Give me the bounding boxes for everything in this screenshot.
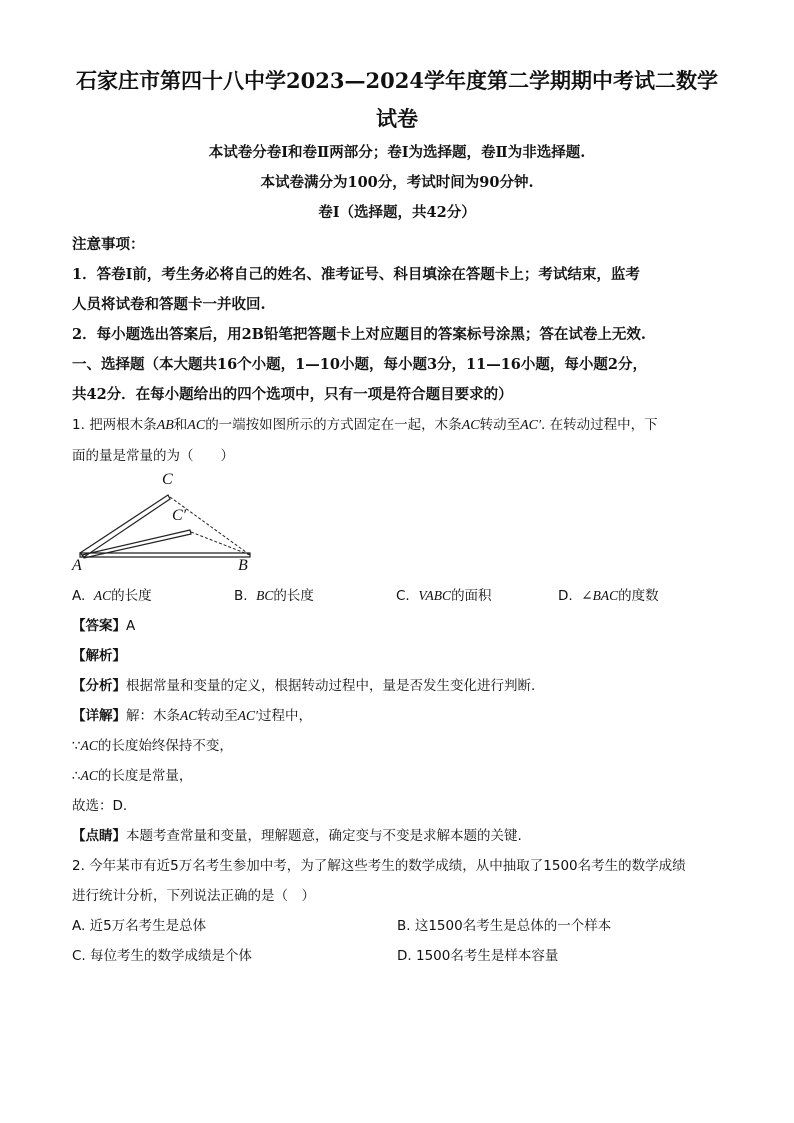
q1-therefore (72, 761, 722, 791)
xiangjie-text-a: 解：木条 (126, 708, 180, 724)
fig-label-c: C (162, 471, 173, 488)
q1-option-c-key: C. (396, 588, 410, 604)
q1-option-b (234, 581, 396, 611)
q1-option-d-var: ∠BAC (581, 588, 619, 603)
therefore-symbol: ∴ (72, 768, 81, 784)
xiangjie-var-2: AC′ (237, 708, 258, 723)
notes-heading: 注意事项： (72, 236, 145, 253)
dianjing-text: 本题考查常量和变量，理解题意，确定变与不变是求解本题的关键. (126, 828, 522, 844)
q1-option-d (558, 581, 720, 611)
q1-option-c (396, 581, 558, 611)
section-1-line-1: 一、选择题（本大题共16个小题，1—10小题，每小题3分，11—16小题，每小题2分， (72, 356, 647, 373)
because-text: 的长度始终保持不变， (97, 738, 233, 754)
q2-stem-line-1: 2. 今年某市有近5万名考生参加中考，为了解这些考生的数学成绩，从中抽取了1500名考生的数学成绩 (72, 858, 686, 874)
dashed-cb (170, 497, 250, 555)
q1-text-2: 和 (173, 417, 188, 433)
answer-tag: 【答案】 (72, 618, 126, 634)
fig-label-a: A (72, 557, 82, 574)
fig-label-b: B (238, 557, 248, 574)
q1-dianjing (72, 821, 722, 851)
q1-text-3: 的一端按如图所示的方式固定在一起，木条 (205, 417, 462, 433)
q1-text-4: 转动至 (479, 417, 521, 433)
q1-fenxi (72, 671, 722, 701)
q1-var-ac: AC (187, 418, 206, 433)
q1-number: 1. (72, 417, 85, 433)
intro-line-2: 本试卷满分为100分，考试时间为90分钟. (260, 174, 534, 191)
exam-page (72, 62, 722, 971)
q1-text-1: 把两根木条 (89, 417, 157, 433)
q2-option-c: C. 每位考生的数学成绩是个体 (72, 948, 253, 964)
q1-figure (72, 471, 272, 575)
therefore-var: AC (80, 768, 98, 783)
q1-option-c-var: VABC (418, 588, 452, 603)
analysis-tag: 【解析】 (72, 648, 126, 664)
q2-option-a: A. 近5万名考生是总体 (72, 918, 207, 934)
q1-stem-line-2: 面的量是常量的为（ ） (72, 448, 234, 464)
q2-stem-line-2: 进行统计分析，下列说法正确的是（ ） (72, 888, 315, 904)
q1-option-d-key: D. (558, 588, 573, 604)
q1-because (72, 731, 722, 761)
q1-options (72, 581, 722, 611)
q1-option-b-var: BC (256, 588, 274, 603)
q1-option-a-key: A. (72, 588, 86, 604)
q1-xiangjie (72, 701, 722, 731)
xiangjie-var-1: AC (180, 708, 198, 723)
q1-option-a-text: 的长度 (111, 588, 152, 604)
q1-var-ac-2: AC (461, 418, 480, 433)
q1-option-b-key: B. (234, 588, 248, 604)
q1-option-d-text: 的度数 (618, 588, 659, 604)
dashed-c-prime-b (191, 532, 250, 555)
note-1-b: 人员将试卷和答题卡一并收回. (72, 296, 266, 313)
intro-line-3: 卷Ⅰ（选择题，共42分） (318, 204, 476, 221)
q1-text-5: . 在转动过程中，下 (541, 417, 658, 433)
because-symbol: ∵ (72, 738, 81, 754)
q1-analysis (72, 641, 722, 671)
xiangjie-text-c: 过程中， (257, 708, 312, 724)
q1-option-b-text: 的长度 (273, 588, 314, 604)
stick-ac (80, 495, 170, 557)
q1-option-a-var: AC (93, 588, 112, 603)
exam-title (72, 62, 722, 138)
intro-line-1: 本试卷分卷Ⅰ和卷Ⅱ两部分；卷Ⅰ为选择题，卷Ⅱ为非选择题. (208, 144, 586, 161)
fenxi-text: 根据常量和变量的定义，根据转动过程中，量是否发生变化进行判断. (126, 678, 536, 694)
note-1-a: 1．答卷Ⅰ前，考生务必将自己的姓名、准考证号、科目填涂在答题卡上；考试结束，监考 (72, 266, 640, 283)
title-line-2: 试卷 (376, 106, 418, 131)
fenxi-tag: 【分析】 (72, 678, 126, 694)
q1-choose: 故选：D. (72, 798, 128, 814)
therefore-text: 的长度是常量， (97, 768, 193, 784)
q1-option-a (72, 581, 234, 611)
q1-answer (72, 611, 722, 641)
q2-option-d: D. 1500名考生是样本容量 (397, 948, 559, 964)
q1-stem-line-1 (72, 410, 722, 441)
q2-option-b: B. 这1500名考生是总体的一个样本 (397, 918, 612, 934)
answer-value: A (126, 618, 136, 634)
because-var: AC (80, 738, 98, 753)
q1-option-c-text: 的面积 (451, 588, 492, 604)
section-1-line-2: 共42分．在每小题给出的四个选项中，只有一项是符合题目要求的） (72, 386, 513, 403)
title-line-1: 石家庄市第四十八中学2023—2024学年度第二学期期中考试二数学 (76, 68, 718, 93)
stick-ac-prime (82, 530, 191, 558)
xiangjie-text-b: 转动至 (197, 708, 238, 724)
q1-var-ab: AB (156, 418, 174, 433)
note-2: 2．每小题选出答案后，用2B铅笔把答题卡上对应题目的答案标号涂黑；答在试卷上无效. (72, 326, 646, 343)
fig-label-c-prime: C′ (172, 507, 187, 524)
q1-var-ac-prime: AC′ (520, 418, 542, 433)
dianjing-tag: 【点睛】 (72, 828, 126, 844)
q2-options (72, 911, 722, 971)
xiangjie-tag: 【详解】 (72, 708, 126, 724)
